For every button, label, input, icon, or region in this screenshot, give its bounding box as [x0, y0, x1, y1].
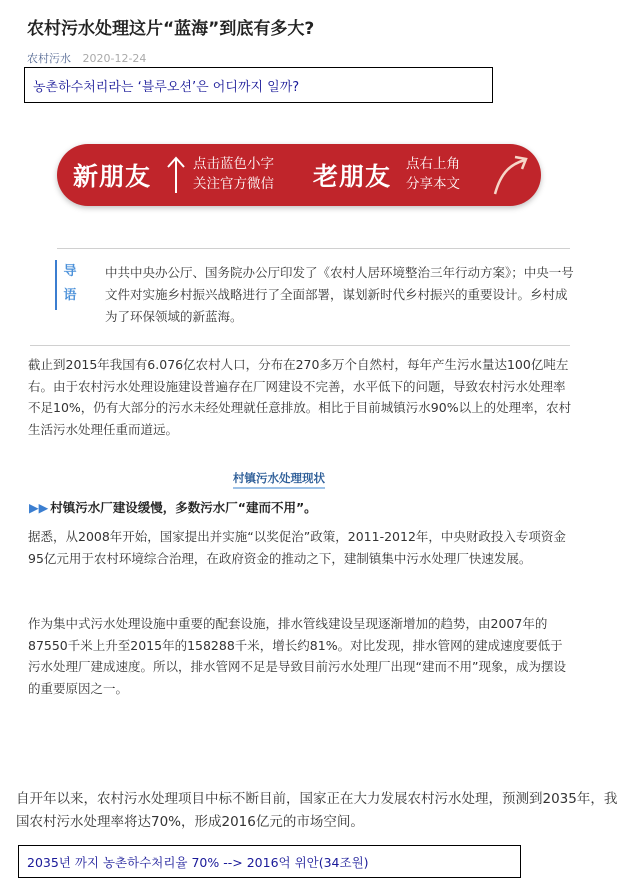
paragraph-4: 自开年以来，农村污水处理项目中标不断目前，国家正在大力发展农村污水处理，预测到2035年，我国农村污水处理率将达70%，形成2016亿元的市场空间。: [16, 791, 618, 830]
old-friend-line-1: 点右上角: [406, 156, 460, 172]
paragraph-2: 据悉，从2008年开始，国家提出并实施“以奖促治”政策，2011-2012年，中央财政投入专项资金95亿元用于农村环境综合治理，在政府资金的推动之下，建制镇集中污水处理厂快速发展。: [28, 529, 566, 566]
follow-share-banner[interactable]: [57, 144, 541, 206]
article-title: 农村污水处理这片“蓝海”到底有多大?: [27, 19, 315, 39]
article-meta: [27, 50, 146, 66]
old-friend-line-2: 分享本文: [406, 176, 460, 192]
intro-label-char-2: 语: [63, 288, 77, 303]
paragraph-3: 作为集中式污水处理设施中重要的配套设施，排水管线建设呈现逐渐增加的趋势，由2007年的87550千米上升至2015年的158288千米，增长约81%。对比发现，排水管网的建成速度要低于污水处理厂建成速度。所以，排水管网不足是导致目前污水处理厂出现“建而不用”现象，成为摆设的重要原因之一。: [28, 616, 566, 696]
section-title-text: 村镇污水处理现状: [233, 471, 325, 485]
article-date: 2020-12-24: [82, 52, 147, 65]
subheading-text: 村镇污水厂建设缓慢，多数污水厂“建而不用”。: [50, 500, 317, 515]
intro-label-char-1: 导: [63, 264, 77, 279]
section-title: [233, 470, 325, 489]
section-title-underline: [233, 487, 325, 489]
korean-annotation-bottom-text: 2035년 까지 농촌하수처리율 70% --> 2016억 위안(34조원): [27, 854, 369, 870]
intro-label: [55, 260, 83, 310]
paragraph-1: 截止到2015年我国有6.076亿农村人口，分布在270多万个自然村，每年产生污水量达100亿吨左右。由于农村污水处理设施建设普遍存在厂网建设不完善，水平低下的问题，导致农村污水处理率不足10%，仍有大部分的污水未经处理就任意排放。相比于目前城镇污水90%以上的处理率，农村生活污水处理任重而道远。: [28, 357, 572, 437]
old-friend-label: 老朋友: [313, 162, 392, 191]
share-curve-icon: [491, 152, 531, 198]
subheading: [29, 498, 317, 516]
korean-annotation-bottom: [18, 845, 521, 878]
intro-text: 中共中央办公厅、国务院办公厅印发了《农村人居环境整治三年行动方案》；中央一号文件对实施乡村振兴战略进行了全面部署，谋划新时代乡村振兴的重要设计。乡村成为了环保领域的新蓝海。: [105, 265, 574, 324]
new-friend-line-1: 点击蓝色小字: [193, 156, 274, 172]
new-friend-line-2: 关注官方微信: [193, 176, 274, 192]
divider-bottom: [30, 345, 570, 346]
divider-top: [57, 248, 570, 249]
double-triangle-icon: ▶▶: [29, 500, 49, 515]
new-friend-label: 新朋友: [73, 162, 152, 191]
article-source-link[interactable]: 农村污水: [27, 52, 71, 65]
korean-annotation-top-text: 농촌하수처리라는 ‘블루오션’은 어디까지 일까?: [33, 79, 300, 95]
arrow-up-icon: [165, 155, 187, 195]
korean-annotation-top: [24, 67, 493, 103]
